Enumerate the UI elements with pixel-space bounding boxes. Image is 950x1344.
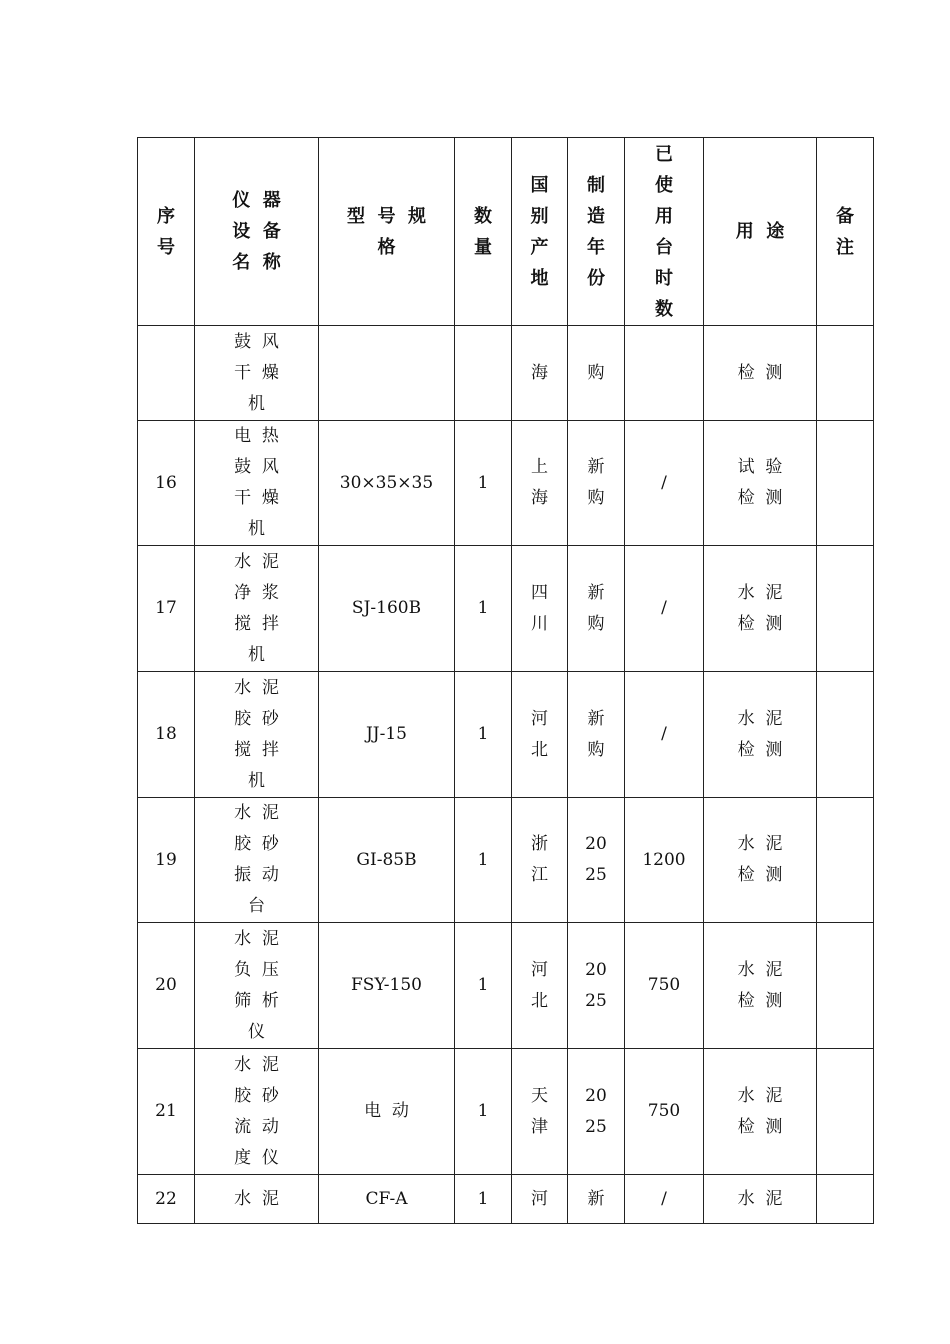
cell-equipment-name: 水 泥 胶 砂 振 动 台	[195, 798, 319, 923]
cell-hours-used: 750	[625, 923, 704, 1049]
cell-origin: 天 津	[512, 1049, 568, 1175]
cell-origin: 河	[512, 1175, 568, 1224]
cell-serial-number: 22	[138, 1175, 195, 1224]
cell-model-spec: 30×35×35	[319, 421, 455, 546]
cell-hours-used: /	[625, 672, 704, 798]
cell-manufacture-year: 新 购	[568, 421, 625, 546]
cell-manufacture-year: 20 25	[568, 798, 625, 923]
cell-origin: 河 北	[512, 672, 568, 798]
table-row	[138, 672, 874, 798]
table-row	[138, 923, 874, 1049]
cell-purpose: 检 测	[704, 326, 817, 421]
cell-hours-used: /	[625, 1175, 704, 1224]
cell-quantity: 1	[455, 546, 512, 672]
cell-serial-number: 19	[138, 798, 195, 923]
cell-origin: 河 北	[512, 923, 568, 1049]
cell-serial-number: 17	[138, 546, 195, 672]
cell-origin: 四 川	[512, 546, 568, 672]
header-serial-number: 序 号	[138, 138, 195, 326]
header-remarks: 备 注	[817, 138, 874, 326]
cell-quantity	[455, 326, 512, 421]
table-header-row	[138, 138, 874, 326]
cell-remarks	[817, 421, 874, 546]
cell-quantity: 1	[455, 1049, 512, 1175]
header-model-spec: 型 号 规 格	[319, 138, 455, 326]
equipment-table	[137, 137, 874, 1224]
cell-equipment-name: 水 泥 胶 砂 流 动 度 仪	[195, 1049, 319, 1175]
cell-remarks	[817, 1175, 874, 1224]
header-quantity: 数 量	[455, 138, 512, 326]
cell-hours-used: 750	[625, 1049, 704, 1175]
cell-purpose: 水 泥 检 测	[704, 672, 817, 798]
header-hours-used: 已 使 用 台 时 数	[625, 138, 704, 326]
cell-quantity: 1	[455, 798, 512, 923]
cell-origin: 上 海	[512, 421, 568, 546]
cell-equipment-name: 水 泥	[195, 1175, 319, 1224]
table-row	[138, 1049, 874, 1175]
cell-serial-number: 18	[138, 672, 195, 798]
cell-equipment-name: 鼓 风 干 燥 机	[195, 326, 319, 421]
cell-hours-used: 1200	[625, 798, 704, 923]
cell-equipment-name: 电 热 鼓 风 干 燥 机	[195, 421, 319, 546]
cell-quantity: 1	[455, 1175, 512, 1224]
cell-purpose: 水 泥 检 测	[704, 923, 817, 1049]
cell-remarks	[817, 798, 874, 923]
cell-purpose: 水 泥	[704, 1175, 817, 1224]
table-row	[138, 546, 874, 672]
cell-hours-used: /	[625, 546, 704, 672]
header-purpose: 用 途	[704, 138, 817, 326]
cell-remarks	[817, 1049, 874, 1175]
cell-origin: 海	[512, 326, 568, 421]
header-manufacture-year: 制 造 年 份	[568, 138, 625, 326]
cell-serial-number: 21	[138, 1049, 195, 1175]
cell-remarks	[817, 923, 874, 1049]
cell-manufacture-year: 20 25	[568, 923, 625, 1049]
cell-model-spec	[319, 326, 455, 421]
cell-manufacture-year: 购	[568, 326, 625, 421]
cell-purpose: 水 泥 检 测	[704, 798, 817, 923]
cell-origin: 浙 江	[512, 798, 568, 923]
cell-model-spec: JJ-15	[319, 672, 455, 798]
cell-serial-number	[138, 326, 195, 421]
cell-model-spec: SJ-160B	[319, 546, 455, 672]
cell-manufacture-year: 新	[568, 1175, 625, 1224]
cell-model-spec: GI-85B	[319, 798, 455, 923]
cell-model-spec: 电 动	[319, 1049, 455, 1175]
cell-model-spec: FSY-150	[319, 923, 455, 1049]
cell-quantity: 1	[455, 672, 512, 798]
cell-purpose: 试 验 检 测	[704, 421, 817, 546]
cell-equipment-name: 水 泥 胶 砂 搅 拌 机	[195, 672, 319, 798]
table-row	[138, 798, 874, 923]
cell-equipment-name: 水 泥 净 浆 搅 拌 机	[195, 546, 319, 672]
cell-hours-used: /	[625, 421, 704, 546]
cell-manufacture-year: 新 购	[568, 546, 625, 672]
cell-purpose: 水 泥 检 测	[704, 546, 817, 672]
cell-serial-number: 20	[138, 923, 195, 1049]
cell-serial-number: 16	[138, 421, 195, 546]
cell-purpose: 水 泥 检 测	[704, 1049, 817, 1175]
cell-model-spec: CF-A	[319, 1175, 455, 1224]
cell-remarks	[817, 546, 874, 672]
header-origin: 国 别 产 地	[512, 138, 568, 326]
header-equipment-name: 仪 器 设 备 名 称	[195, 138, 319, 326]
cell-equipment-name: 水 泥 负 压 筛 析 仪	[195, 923, 319, 1049]
table-row	[138, 1175, 874, 1224]
cell-remarks	[817, 326, 874, 421]
cell-remarks	[817, 672, 874, 798]
table-row	[138, 421, 874, 546]
cell-hours-used	[625, 326, 704, 421]
table-row	[138, 326, 874, 421]
cell-manufacture-year: 新 购	[568, 672, 625, 798]
cell-manufacture-year: 20 25	[568, 1049, 625, 1175]
cell-quantity: 1	[455, 421, 512, 546]
cell-quantity: 1	[455, 923, 512, 1049]
